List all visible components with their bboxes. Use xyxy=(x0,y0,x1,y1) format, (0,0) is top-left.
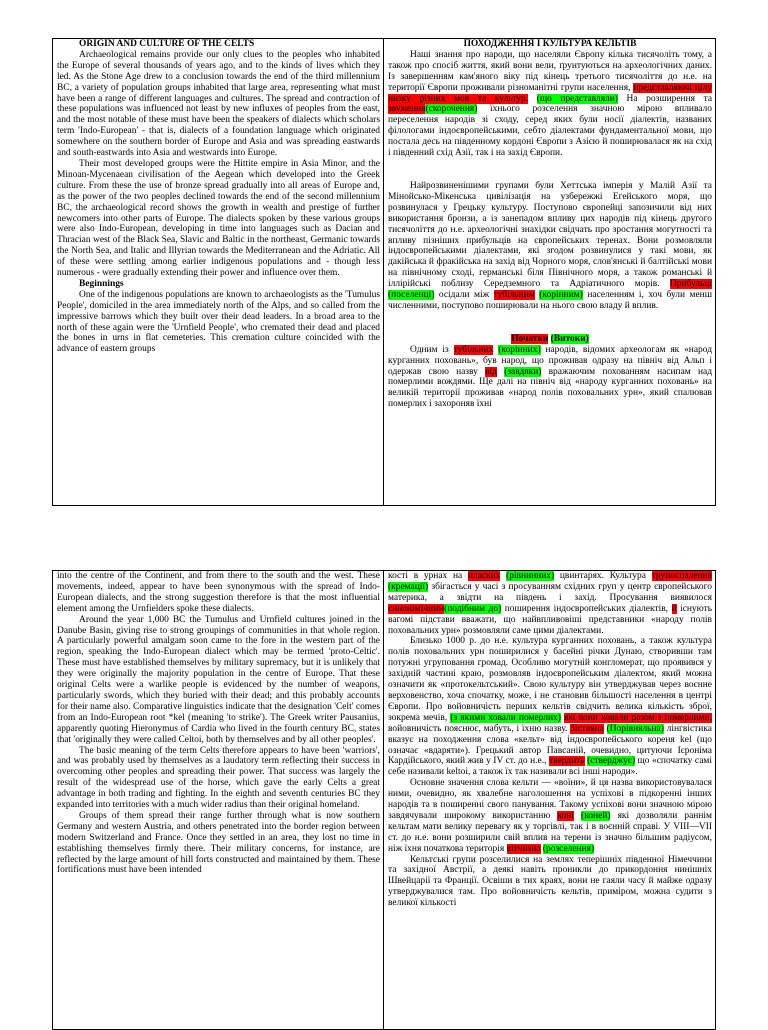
english-column xyxy=(53,571,384,1029)
text-span: Найрозвиненішими групами були Хеттська імперія у Малій Азії та Мінойсько-Мікенська цивілізація на узбережжі Егейського моря, що розвинулася у Грецьку культуру. Поступово європейці запозичили від них використання бронзи, а із занепадом впливу цих народів під кінець другого тисячоліття до н.е. археологічні знахідки свідчать про зростання могутності та впливу пізніших прибульців на європейських теренах. Вони розмовляли індоєвропейськими діалектами, які згодом розвинулися у такі мови, як дакійська й фракійська на захід від Чорного моря, слов'янські й балтійські мови на північному сході, германські біля Північного моря, а також романські й іллірійські поблизу Середземного та Адріатичного морів. xyxy=(388,180,712,290)
english-title: ORIGIN AND CULTURE OF THE CELTS xyxy=(79,39,255,49)
green-highlight: (поселенці) xyxy=(388,290,435,301)
red-highlight: вітчизна xyxy=(506,843,541,854)
text-span: Близько 1000 р. до н.е. культура курганних поховань, а також культура полів поховальних урн поширилися у басейні річки Дунаю, створивши там потужні угруповання громад. Особливо могутній конгломерат, що проявився у західній частині краю, розмовляв індоєвропейським діалектом, який можна означити як «протокельтський». Свою культуру він утверджував через воєнне верховенство, хоча спочатку, може, і не становив більшості населення в центрі Європи. Про войовничість перших кельтів свідчить велика кількість зброї, зокрема мечів, xyxy=(388,636,712,723)
red-highlight: Прибульці xyxy=(669,279,712,290)
red-highlight: твердить xyxy=(548,756,585,767)
red-highlight: трупоспалення xyxy=(651,571,712,581)
ukrainian-title: ПОХОДЖЕННЯ І КУЛЬТУРА КЕЛЬТІВ xyxy=(463,39,637,49)
red-highlight: звуження xyxy=(388,104,426,115)
text-span: поширення індоєвропейських діалектів, xyxy=(501,603,672,614)
text-span xyxy=(574,811,581,821)
red-highlight: тубільних xyxy=(453,344,494,355)
green-highlight: (що представляли) xyxy=(536,93,618,104)
green-highlight: (Порівняльна) xyxy=(606,723,664,734)
green-highlight: (рівнинних) xyxy=(506,571,555,581)
ukrainian-paragraph xyxy=(388,345,712,410)
green-highlight: (кремації) xyxy=(388,581,429,592)
text-span: цвинтарях. Культура xyxy=(554,571,652,581)
green-highlight: (корінних) xyxy=(498,344,541,355)
green-highlight: (розселення) xyxy=(542,843,595,854)
text-span: войовничість пояснює, мабуть, і їхню назву. xyxy=(388,723,571,734)
ukrainian-paragraph: Кельтські групи розселилися на землях теперішніх південної Німеччини та західної Австрії, а деякі навіть проникли до прикордоння нинішніх Швейцарії та Франції. Освіши в тих краях, вони не гаяли часу й майже одразу утверджувалися там. Про войовничість кельтів, приміром, можна судити з великої кількості xyxy=(388,854,712,909)
green-highlight: (з якими ховали померлих) xyxy=(450,712,561,723)
text-span xyxy=(528,94,537,104)
text-span: кості в урнах на xyxy=(388,571,468,581)
red-highlight: пласких xyxy=(467,571,501,581)
english-paragraph: Around the year 1,000 BC the Tumulus and Urnfield cultures joined in the Danube Basin, giving rise to strong groupings of communities in that whole region. A particularly powerful amalgam soon came to the fore in the western part of the region, speaking the Indo-European dialect which may be termed 'proto-Celtic'. These must have established themselves by military supremacy, but it is unlikely that they were originally the majority population in the centre of Europe. That these original Celts were a warlike people is evidenced by the number of weapons, particularly swords, which they buried with their dead; and this probably accounts for their name also. Comparative linguistics indicate that the designation 'Celt' comes from an Indo-European root *kel (meaning 'to strike'). The Greek writer Pausanius, apparently quoting Hieronymus of Cardia who lived in the fourth century BC, states that 'originally they were called Celtoi, both by themselves and by all other peoples'. xyxy=(57,614,380,745)
ukrainian-paragraph xyxy=(388,181,712,312)
english-paragraph: Archaeological remains provide our only clues to the peoples who inhabited the Europe of several thousands of years ago, and to the kinds of lives which they led. As the Stone Age drew to a conclusion towards the end of the third millennium BC, a variety of population groups inhabited that large area, representing what must have been a range of different languages and cultures. The spread and contraction of these populations was influenced not least by new influxes of peoples from the east, and the most notable of these must have been the speakers of dialects which scholars term 'Indo-European' - that is, dialects of a foundation language which originated somewhere on the southern border of Europe and Asia and was spreading eastwards and south-eastwards into Asia and westwards into Europe. xyxy=(57,49,380,159)
english-paragraph: Groups of them spread their range further through what is now southern Germany and western Austria, and others penetrated into the border region between modern Switzerland and France. Once they settled in an area, they lost no time in establishing themselves firmly there. Their military concerns, for instance, are reflected by the large amount of hill forts constructed and maintained by them. These fortifications must have been intended xyxy=(57,810,380,876)
red-highlight: Зіставна xyxy=(570,723,604,734)
text-span: Наші знання про народи, що населяли Європу кілька тисячоліть тому, а також про спосіб життя, який вони вели, ґрунтуються на археологічних даних. Із завершенням кам'яного віку під кінець третього тисячоліття до н.е. на території Європи проживали різноманітні групи населення, xyxy=(388,49,712,93)
red-highlight: коні xyxy=(557,810,574,821)
text-span: їхнього розселення значною мірою впливало переселення народів зі сходу, серед яких були носії діалектів, названих філологами індоєвропейськими, себто діалектами фундаментальної мови, що постала десь на південному кордоні Європи з Азією й поширювалася як на схід і південний схід Азії, так і на захід Європи. xyxy=(388,104,712,159)
green-highlight: (скорочення) xyxy=(425,104,478,115)
text-span: збігається у часі з просуванням східних груп у центр європейського материка, а звідти на південь і захід. Просування виявилося xyxy=(388,581,712,603)
text-span: лінгвістика вказує на походження слова «кельт» від індоєвропейського кореня kel (що означає «вдаряти»). Грецький автор Павсаній, очевидно, цитуючи Ієроніма Кардійського, який жив у IV ст. до н.е., xyxy=(388,723,712,767)
ukrainian-column xyxy=(384,39,715,505)
text-span: вражаючим похованням насипам над померлими вождями. Ще далі на північ від «народу курганних поховань» на великій території проживав «народ полів поховальних урн», який спалював померлих і захороняв їхні xyxy=(388,366,712,410)
english-paragraph: The basic meaning of the term Celts therefore appears to have been 'warriors', and was probably used by themselves as a laudatory term reflecting their success in overcoming other peoples and spreading their power. That success was largely the result of the widespread use of the horse, which gave the early Celts a great advantage in both trading and fighting. In the eighth and seventh centuries BC they expanded into territories with a much wider radius than their original homeland. xyxy=(57,745,380,811)
text-span: що «спочатку самі себе називали keltoi, а також їх так називали всі інші народи». xyxy=(388,756,713,778)
text-block-2 xyxy=(52,570,716,1030)
english-paragraph: Their most developed groups were the Hittite empire in Asia Minor, and the Minoan-Mycenaean civilisation of the Aegean which developed into the Greek culture. From these the use of bronze spread gradually into all areas of Europe and, as the power of the two peoples declined towards the end of the second millennium BC, the archaeological record shows the growth in wealth and prestige of further newcomers into other parts of Europe. The dialects spoken by these various groups were also Indo-European, developing in time into languages such as Dacian and Thracian west of the Black Sea, Slavic and Baltic in the northeast, Germanic towards the North Sea, and Italic and Illyrian towards the Mediterranean and the Adriatic. All of these were settling among earlier indigenous populations and - though less numerous - were gradually extending their power and influence over them. xyxy=(57,158,380,279)
ukrainian-paragraph xyxy=(388,50,712,159)
text-span: існують вагомі підстави вважати, що найвпливовіші представники «народу полів поховальних урн» розмовляли саме цими діалектами. xyxy=(388,603,713,636)
text-span: які дозволяли раннім кельтам мати велику перевагу як у торгівлі, так і в воєнній справі. У VIII—VII ст. до н.е. вони розширили свій вплив на терени із значно більшим радіусом, ніж їхня початкова територія xyxy=(388,810,712,854)
ukrainian-paragraph xyxy=(388,778,712,854)
red-highlight: синонімічним xyxy=(388,603,445,614)
spacer xyxy=(388,159,712,181)
text-block-1 xyxy=(52,38,716,506)
red-highlight: й xyxy=(671,603,677,614)
green-highlight: (подібним до) xyxy=(444,603,502,614)
text-span: На розширення та xyxy=(617,93,713,104)
red-highlight: які вони ховали разом з померлими, xyxy=(564,712,713,723)
text-span: Одним із xyxy=(410,344,454,355)
english-paragraph: One of the indigenous populations are known to archaeologists as the 'Tumulus People', domiciled in the area immediately north of the Alps, and so called from the impressive barrows which they built over their dead leaders. In a broad area to the north of these again were the 'Urnfield People', who cremated their dead and placed the bones in urns in flat cemeteries. This cremation culture coincided with the advance of eastern groups xyxy=(57,289,380,355)
green-highlight: (корінним) xyxy=(539,290,583,301)
english-heading: Beginnings xyxy=(79,278,124,289)
text-span: осідали між xyxy=(434,290,494,301)
english-paragraph: into the centre of the Continent, and from there to the south and the west. These movements, indeed, appear to have been synonymous with the spread of Indo-European dialects, and the strong suggestion therefore is that the most influential element among the Urnfielders spoke these dialects. xyxy=(57,571,380,614)
red-highlight: Початки xyxy=(511,333,549,344)
red-highlight: від xyxy=(485,366,497,377)
ukrainian-heading xyxy=(388,334,712,345)
green-highlight: (стверджує) xyxy=(587,756,635,767)
spacer xyxy=(388,312,712,334)
text-span: народів, відомих археологам як «народ курганних поховань», був народ, що проживав одразу на північ від Альп і одержав свою назву xyxy=(388,344,713,377)
text-span: Основне значення слова кельти — «воїни», й ця назва використовувалася ними, очевидно, як хвалебне наголошення на успіхові в підкоренні інших народів та в поширенні свого панування. Такому успіхові вони значною мірою завдячували широкому використанню xyxy=(388,778,712,821)
text-span: населенням і, хоч були менш численними, поступово поширювали на нього свою владу й вплив. xyxy=(388,290,713,311)
green-highlight: (завдяки) xyxy=(504,366,542,377)
red-highlight: представляючі цілу низку різних мов та культур. xyxy=(388,82,712,104)
ukrainian-column xyxy=(384,571,715,1029)
red-highlight: тубільним xyxy=(493,290,535,301)
english-column xyxy=(53,39,384,505)
green-highlight: (коней) xyxy=(581,810,611,821)
green-highlight: (Витоки) xyxy=(550,333,589,344)
ukrainian-paragraph xyxy=(388,636,712,778)
ukrainian-paragraph xyxy=(388,571,712,636)
